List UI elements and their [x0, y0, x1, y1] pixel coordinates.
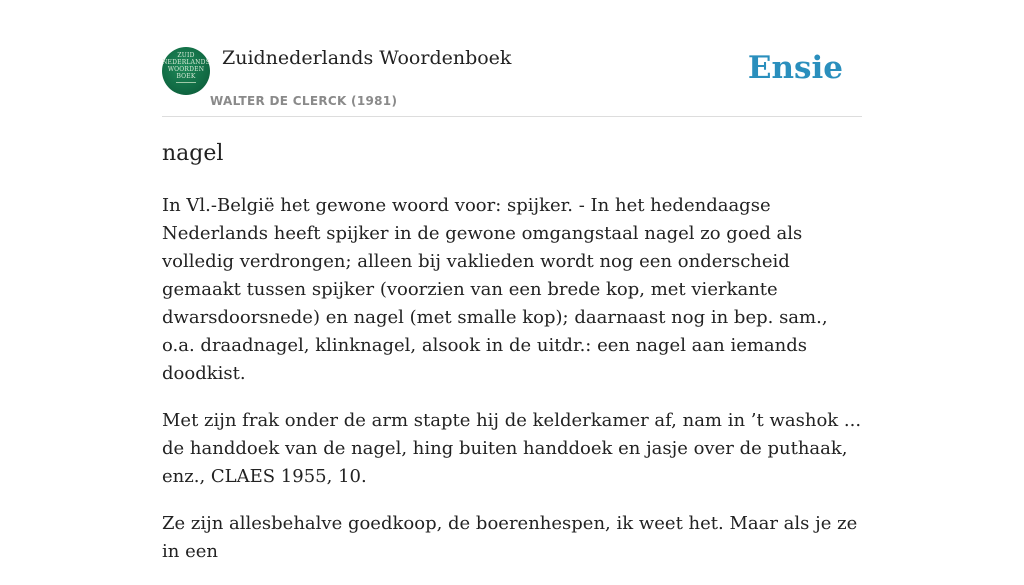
citation-paragraph: Ze zijn allesbehalve goedkoop, de boerenhespen, ik weet het. Maar als je ze in een	[162, 513, 858, 562]
logo-text-line: NEDERLANDS	[162, 59, 210, 66]
dictionary-author: WALTER DE CLERCK (1981)	[210, 94, 398, 108]
entry-body	[162, 192, 862, 585]
dictionary-logo[interactable]	[162, 47, 210, 95]
logo-text-line: WOORDEN	[167, 66, 205, 73]
logo-text-line: BOEK	[176, 73, 196, 80]
definition-paragraph: In Vl.-België het gewone woord voor: spijker. - In het hedendaagse Nederlands heeft spijker in de gewone omgangstaal nagel zo goed als volledig verdrongen; alleen bij vaklieden wordt nog een onderscheid gemaakt tussen spijker (voorzien van een brede kop, met vierkante dwarsdoorsnede) en nagel (met smalle kop); daarnaast nog in bep. sam., o.a. draadnagel, klinknagel, alsook in de uitdr.: een nagel aan iemands doodkist.	[162, 195, 828, 384]
dictionary-title-link[interactable]: Zuidnederlands Woordenboek	[222, 47, 512, 69]
citation-paragraph: Met zijn frak onder de arm stapte hij de kelderkamer af, nam in ’t washok ... de handdoek van de nagel, hing buiten handdoek en jasje over de puthaak, enz., CLAES 1955, 10.	[162, 410, 862, 487]
ensie-brand-link[interactable]: Ensie	[747, 50, 843, 86]
logo-divider	[176, 82, 196, 83]
logo-text-line: ZUID	[177, 52, 195, 59]
dictionary-header	[162, 46, 862, 117]
entry-title: nagel	[162, 141, 224, 166]
